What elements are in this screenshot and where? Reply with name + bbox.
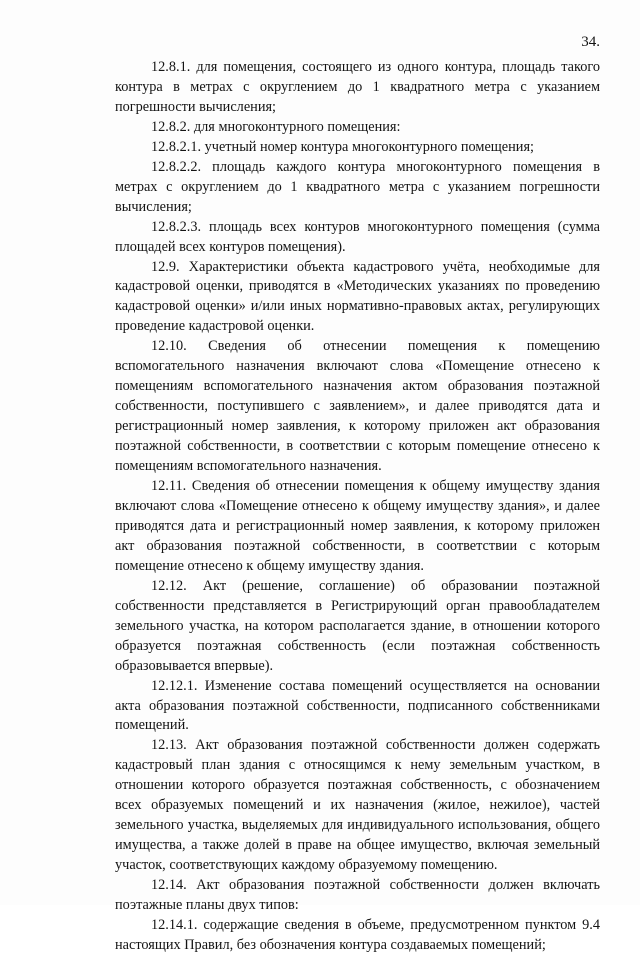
paragraph-12-14-1: 12.14.1. содержащие сведения в объеме, предусмотренном пунктом 9.4 настоящих Правил, без обозначения контура создаваемых помещений; <box>115 916 600 953</box>
paragraph-12-8-2-2: 12.8.2.2. площадь каждого контура многоконтурного помещения в метрах с округлением до 1 квадратного метра с указанием погрешности вычисления; <box>115 158 600 215</box>
paragraph-12-9: 12.9. Характеристики объекта кадастрового учёта, необходимые для кадастровой оценки, приводятся в «Методических указаниях по проведению кадастровой оценки» и/или иных нормативно-правовых актах, регулирующих проведение кадастровой оценки. <box>115 258 600 335</box>
document-body <box>115 58 600 956</box>
paragraph-12-8-1: 12.8.1. для помещения, состоящего из одного контура, площадь такого контура в метрах с округлением до 1 квадратного метра с указанием погрешности вычисления; <box>115 59 600 115</box>
paragraph-12-14: 12.14. Акт образования поэтажной собственности должен включать поэтажные планы двух типов: <box>115 877 600 914</box>
paragraph-12-11: 12.11. Сведения об отнесении помещения к общему имуществу здания включают слова «Помещение отнесено к общему имуществу здания», и далее приводятся дата и регистрационный номер заявления, к которому приложен акт образования поэтажной собственности, в соответствии с которым помещение отнесено к общему имуществу здания. <box>115 478 600 574</box>
paragraph-12-10: 12.10. Сведения об отнесении помещения к помещению вспомогательного назначения включают слова «Помещение отнесено к помещениям вспомогательного назначения актом образования поэтажной собственности, поступившего с заявлением», и далее приводятся дата и регистрационный номер заявления, к которому приложен акт образования поэтажной собственности, в соответствии с которым помещение отнесено к помещениям вспомогательного назначения. <box>115 338 600 475</box>
paragraph-12-8-2-3: 12.8.2.3. площадь всех контуров многоконтурного помещения (сумма площадей всех контуров помещения). <box>115 218 600 255</box>
paragraph-12-13: 12.13. Акт образования поэтажной собственности должен содержать кадастровый план здания с относящимся к нему земельным участком, в отношении которого образуется поэтажная собственность, с обозначением всех образуемых помещений и их назначения (жилое, нежилое), частей земельного участка, выделяемых для индивидуального использования, общего имущества, а также долей в праве на общее имущество, включая земельный участок, соответствующих каждому образуемому помещению. <box>115 737 600 874</box>
paragraph-12-8-2-1: 12.8.2.1. учетный номер контура многоконтурного помещения; <box>151 138 534 155</box>
paragraph-12-12: 12.12. Акт (решение, соглашение) об образовании поэтажной собственности представляется в Регистрирующий орган правообладателем земельного участка, на котором располагается здание, в отношении которого образуется поэтажная собственность (если поэтажная собственность образовывается впервые). <box>115 577 600 674</box>
page-number: 34. <box>581 34 600 50</box>
paragraph-12-12-1: 12.12.1. Изменение состава помещений осуществляется на основании акта образования поэтажной собственности, подписанного собственниками помещений. <box>115 677 600 734</box>
paragraph-12-8-2: 12.8.2. для многоконтурного помещения: <box>151 118 401 135</box>
